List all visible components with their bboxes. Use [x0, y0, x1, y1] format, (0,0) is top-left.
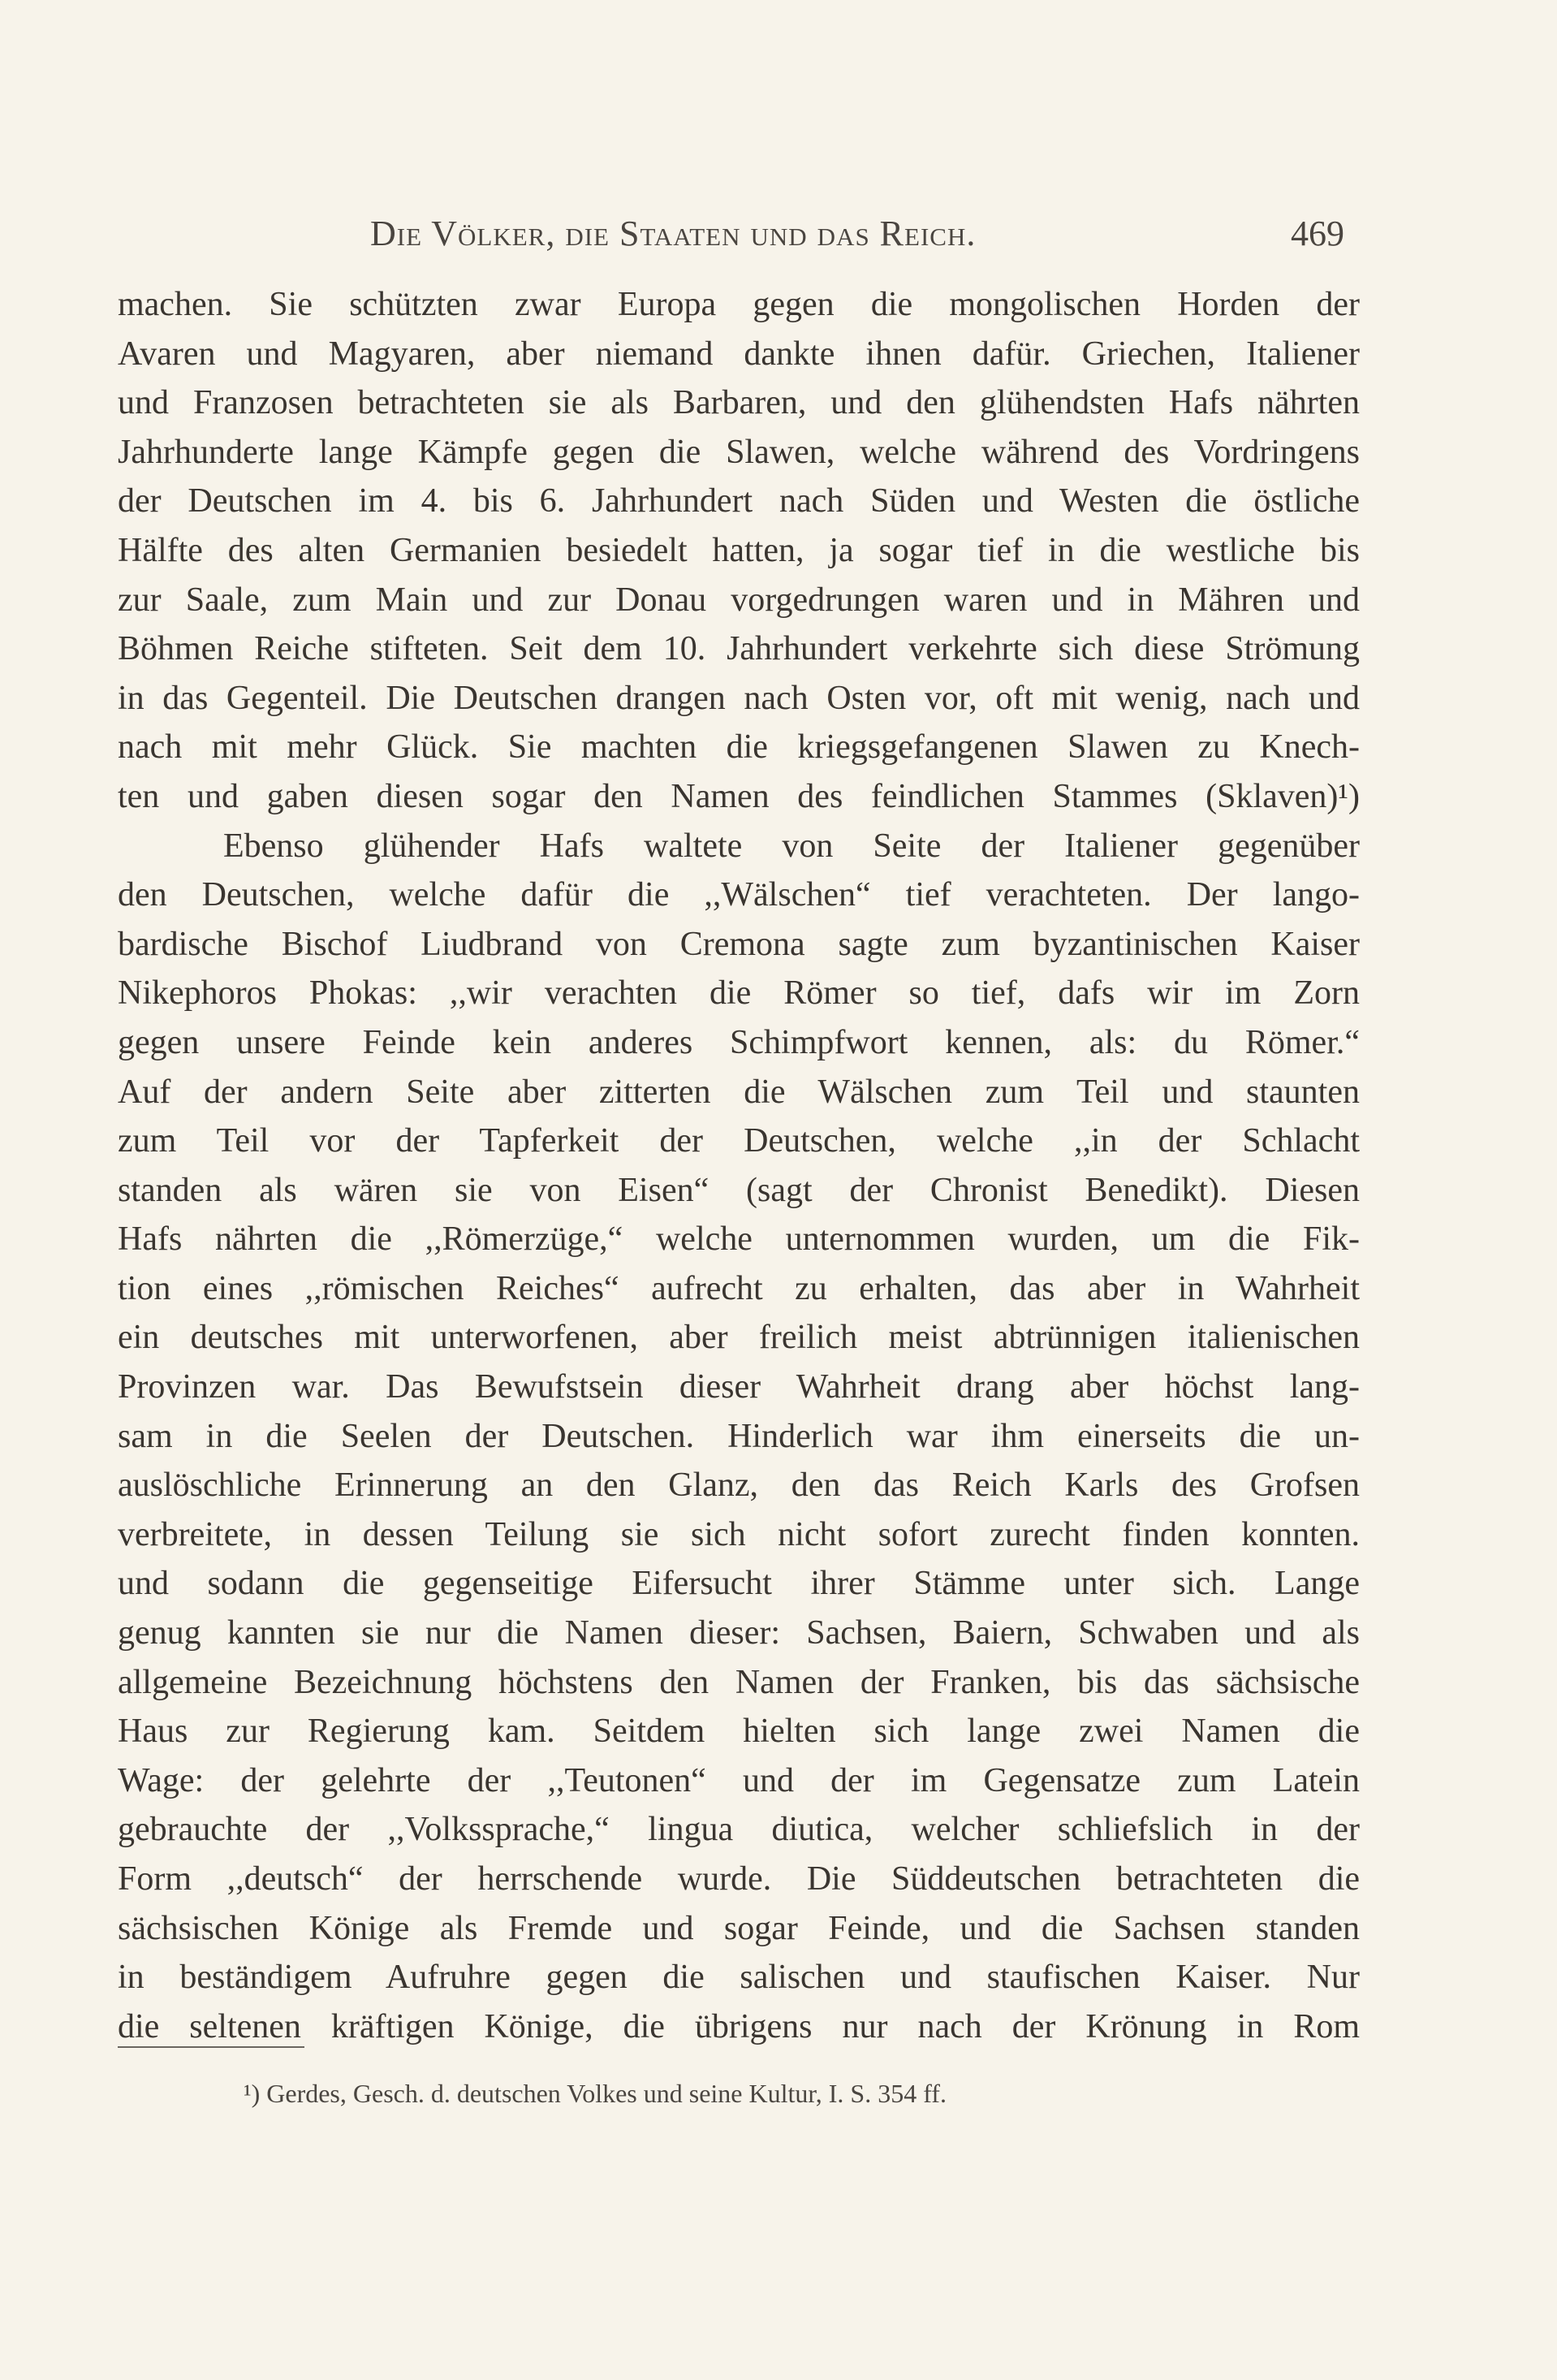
text-line: den Deutschen, welche dafür die ,,Wälschen“ tief verachteten. Der lango-	[118, 876, 1360, 914]
text-line: die seltenen kräftigen Könige, die übrigens nur nach der Krönung in Rom	[118, 2007, 1360, 2045]
page-number: 469	[1291, 214, 1344, 253]
text-line: Wage: der gelehrte der ,,Teutonen“ und der im Gegensatze zum Latein	[118, 1761, 1360, 1799]
text-line: in beständigem Aufruhre gegen die salischen und staufischen Kaiser. Nur	[118, 1959, 1360, 1997]
text-line: sam in die Seelen der Deutschen. Hinderlich war ihm einerseits die un-	[118, 1417, 1360, 1455]
text-line: Böhmen Reiche stifteten. Seit dem 10. Jahrhundert verkehrte sich diese Strömung	[118, 630, 1360, 668]
text-line: sächsischen Könige als Fremde und sogar Feinde, und die Sachsen standen	[118, 1909, 1360, 1947]
text-line: und sodann die gegenseitige Eifersucht ihrer Stämme unter sich. Lange	[118, 1565, 1360, 1603]
text-line: Jahrhunderte lange Kämpfe gegen die Slawen, welche während des Vordringens	[118, 433, 1360, 471]
text-line: bardische Bischof Liudbrand von Cremona sagte zum byzantinischen Kaiser	[118, 925, 1360, 963]
text-line: Avaren und Magyaren, aber niemand dankte ihnen dafür. Griechen, Italiener	[118, 335, 1360, 373]
text-line: Hafs nährten die ,,Römerzüge,“ welche unternommen wurden, um die Fik-	[118, 1220, 1360, 1259]
text-line: machen. Sie schützten zwar Europa gegen die mongolischen Horden der	[118, 286, 1360, 323]
footnote-divider	[118, 2046, 304, 2048]
paragraph-start-line: Ebenso glühender Hafs waltete von Seite der Italiener gegenüber	[223, 827, 1360, 865]
text-line: ten und gaben diesen sogar den Namen des feindlichen Stammes (Sklaven)¹)	[118, 777, 1360, 815]
text-line: in das Gegenteil. Die Deutschen drangen nach Osten vor, oft mit wenig, nach und	[118, 679, 1360, 717]
text-line: verbreitete, in dessen Teilung sie sich nicht sofort zurecht finden konnten.	[118, 1515, 1360, 1553]
text-line: Nikephoros Phokas: ,,wir verachten die Römer so tief, dafs wir im Zorn	[118, 974, 1360, 1013]
text-line: auslöschliche Erinnerung an den Glanz, den das Reich Karls des Grofsen	[118, 1466, 1360, 1505]
text-line: Hälfte des alten Germanien besiedelt hatten, ja sogar tief in die westliche bis	[118, 531, 1360, 569]
text-line: zur Saale, zum Main und zur Donau vorgedrungen waren und in Mähren und	[118, 581, 1360, 619]
text-line: Haus zur Regierung kam. Seitdem hielten sich lange zwei Namen die	[118, 1713, 1360, 1751]
text-line: Auf der andern Seite aber zitterten die Wälschen zum Teil und staunten	[118, 1073, 1360, 1111]
text-line: gebrauchte der ,,Volkssprache,“ lingua diutica, welcher schliefslich in der	[118, 1811, 1360, 1849]
footnote: ¹) Gerdes, Gesch. d. deutschen Volkes und seine Kultur, I. S. 354 ff.	[244, 2079, 947, 2108]
text-line: Form ,,deutsch“ der herrschende wurde. Die Süddeutschen betrachteten die	[118, 1860, 1360, 1898]
text-line: nach mit mehr Glück. Sie machten die kriegsgefangenen Slawen zu Knech-	[118, 728, 1360, 767]
text-line: zum Teil vor der Tapferkeit der Deutschen, welche ,,in der Schlacht	[118, 1122, 1360, 1160]
running-title: Die Völker, die Staaten und das Reich.	[370, 214, 977, 253]
text-line: und Franzosen betrachteten sie als Barbaren, und den glühendsten Hafs nährten	[118, 384, 1360, 422]
text-line: Provinzen war. Das Bewufstsein dieser Wahrheit drang aber höchst lang-	[118, 1368, 1360, 1406]
text-line: der Deutschen im 4. bis 6. Jahrhundert nach Süden und Westen die östliche	[118, 482, 1360, 520]
text-line: standen als wären sie von Eisen“ (sagt der Chronist Benedikt). Diesen	[118, 1171, 1360, 1209]
text-line: tion eines ,,römischen Reiches“ aufrecht zu erhalten, das aber in Wahrheit	[118, 1269, 1360, 1307]
text-line: allgemeine Bezeichnung höchstens den Namen der Franken, bis das sächsische	[118, 1663, 1360, 1701]
text-line: genug kannten sie nur die Namen dieser: Sachsen, Baiern, Schwaben und als	[118, 1614, 1360, 1652]
text-line: gegen unsere Feinde kein anderes Schimpfwort kennen, als: du Römer.“	[118, 1023, 1360, 1061]
text-line: ein deutsches mit unterworfenen, aber freilich meist abtrünnigen italienischen	[118, 1319, 1360, 1357]
body-text	[118, 280, 1360, 2051]
